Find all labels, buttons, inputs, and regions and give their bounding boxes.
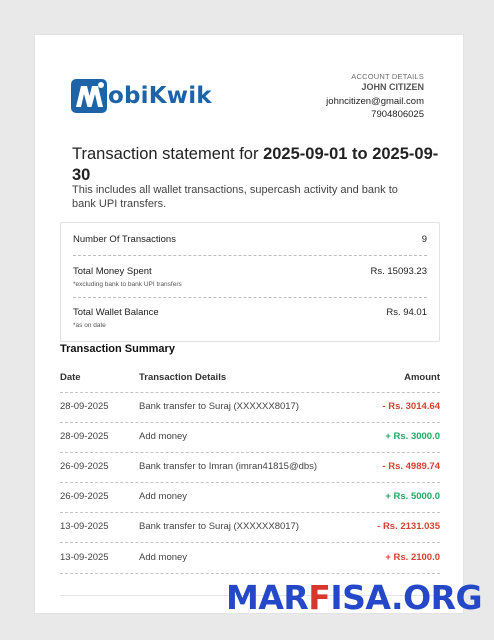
table-divider [60,573,440,574]
account-details-label: ACCOUNT DETAILS [351,72,424,81]
table-divider [60,392,440,393]
summary-label: Total Money Spent [73,266,152,277]
summary-label: Total Wallet Balance [73,307,159,318]
row-date: 26-09-2025 [60,491,109,502]
table-divider [60,422,440,423]
row-amount: + Rs. 5000.0 [385,491,440,502]
transaction-summary-heading: Transaction Summary [60,343,175,355]
statement-title [72,144,442,186]
row-amount: - Rs. 4989.74 [382,461,440,472]
summary-label: Number Of Transactions [73,234,176,245]
table-divider [60,452,440,453]
account-details [326,72,424,120]
row-date: 13-09-2025 [60,552,109,563]
table-divider [60,512,440,513]
account-name: JOHN CITIZEN [361,82,424,92]
summary-row-spent [73,266,427,288]
table-divider [60,542,440,543]
statement-date-range: 2025-09-01 to 2025-09-30 [72,145,439,184]
row-date: 13-09-2025 [60,521,109,532]
summary-divider [73,255,427,256]
row-details: Bank transfer to Suraj (XXXXXX8017) [139,521,299,532]
header-details: Transaction Details [139,372,227,383]
header-amount: Amount [404,372,440,383]
transactions-header-row [60,372,440,386]
summary-value: Rs. 15093.23 [370,266,427,277]
summary-note: *excluding bank to bank UPI transfers [73,281,182,288]
account-phone: 7904806025 [371,109,424,120]
mobikwik-badge-icon [71,79,107,113]
row-details: Bank transfer to Suraj (XXXXXX8017) [139,401,299,412]
summary-note: *as on date [73,322,106,329]
row-details: Bank transfer to Imran (imran41815@dbs) [139,461,318,472]
account-email: johncitizen@gmail.com [326,96,424,107]
table-row [60,401,440,415]
row-date: 26-09-2025 [60,461,109,472]
statement-title-prefix: Transaction statement for [72,145,264,163]
table-row [60,521,440,535]
logo-wordmark: obiKwik [108,83,212,109]
table-row [60,461,440,475]
row-amount: - Rs. 3014.64 [382,401,440,412]
summary-box [60,222,440,342]
summary-row-transactions [73,234,427,245]
row-amount: + Rs. 3000.0 [385,431,440,442]
summary-value: 9 [421,234,427,245]
summary-divider [73,297,427,298]
row-date: 28-09-2025 [60,431,109,442]
row-details: Add money [139,491,188,502]
table-row [60,491,440,505]
row-details: Add money [139,431,188,442]
row-details: Add money [139,552,188,563]
row-amount: - Rs. 2131.035 [377,521,440,532]
table-row [60,431,440,445]
header-date: Date [60,372,81,383]
table-row [60,552,440,566]
marfisa-watermark [226,578,482,618]
row-amount: + Rs. 2100.0 [385,552,440,563]
summary-row-balance [73,307,427,329]
statement-page [34,34,464,614]
watermark-accent: F [308,578,331,617]
watermark-part1: MAR [226,578,309,617]
statement-subtitle: This includes all wallet transactions, supercash activity and bank to bank UPI transfers. [72,184,398,210]
table-divider [60,482,440,483]
mobikwik-logo [71,79,212,113]
row-date: 28-09-2025 [60,401,109,412]
summary-value: Rs. 94.01 [386,307,427,318]
watermark-part2: ISA.ORG [330,578,483,617]
